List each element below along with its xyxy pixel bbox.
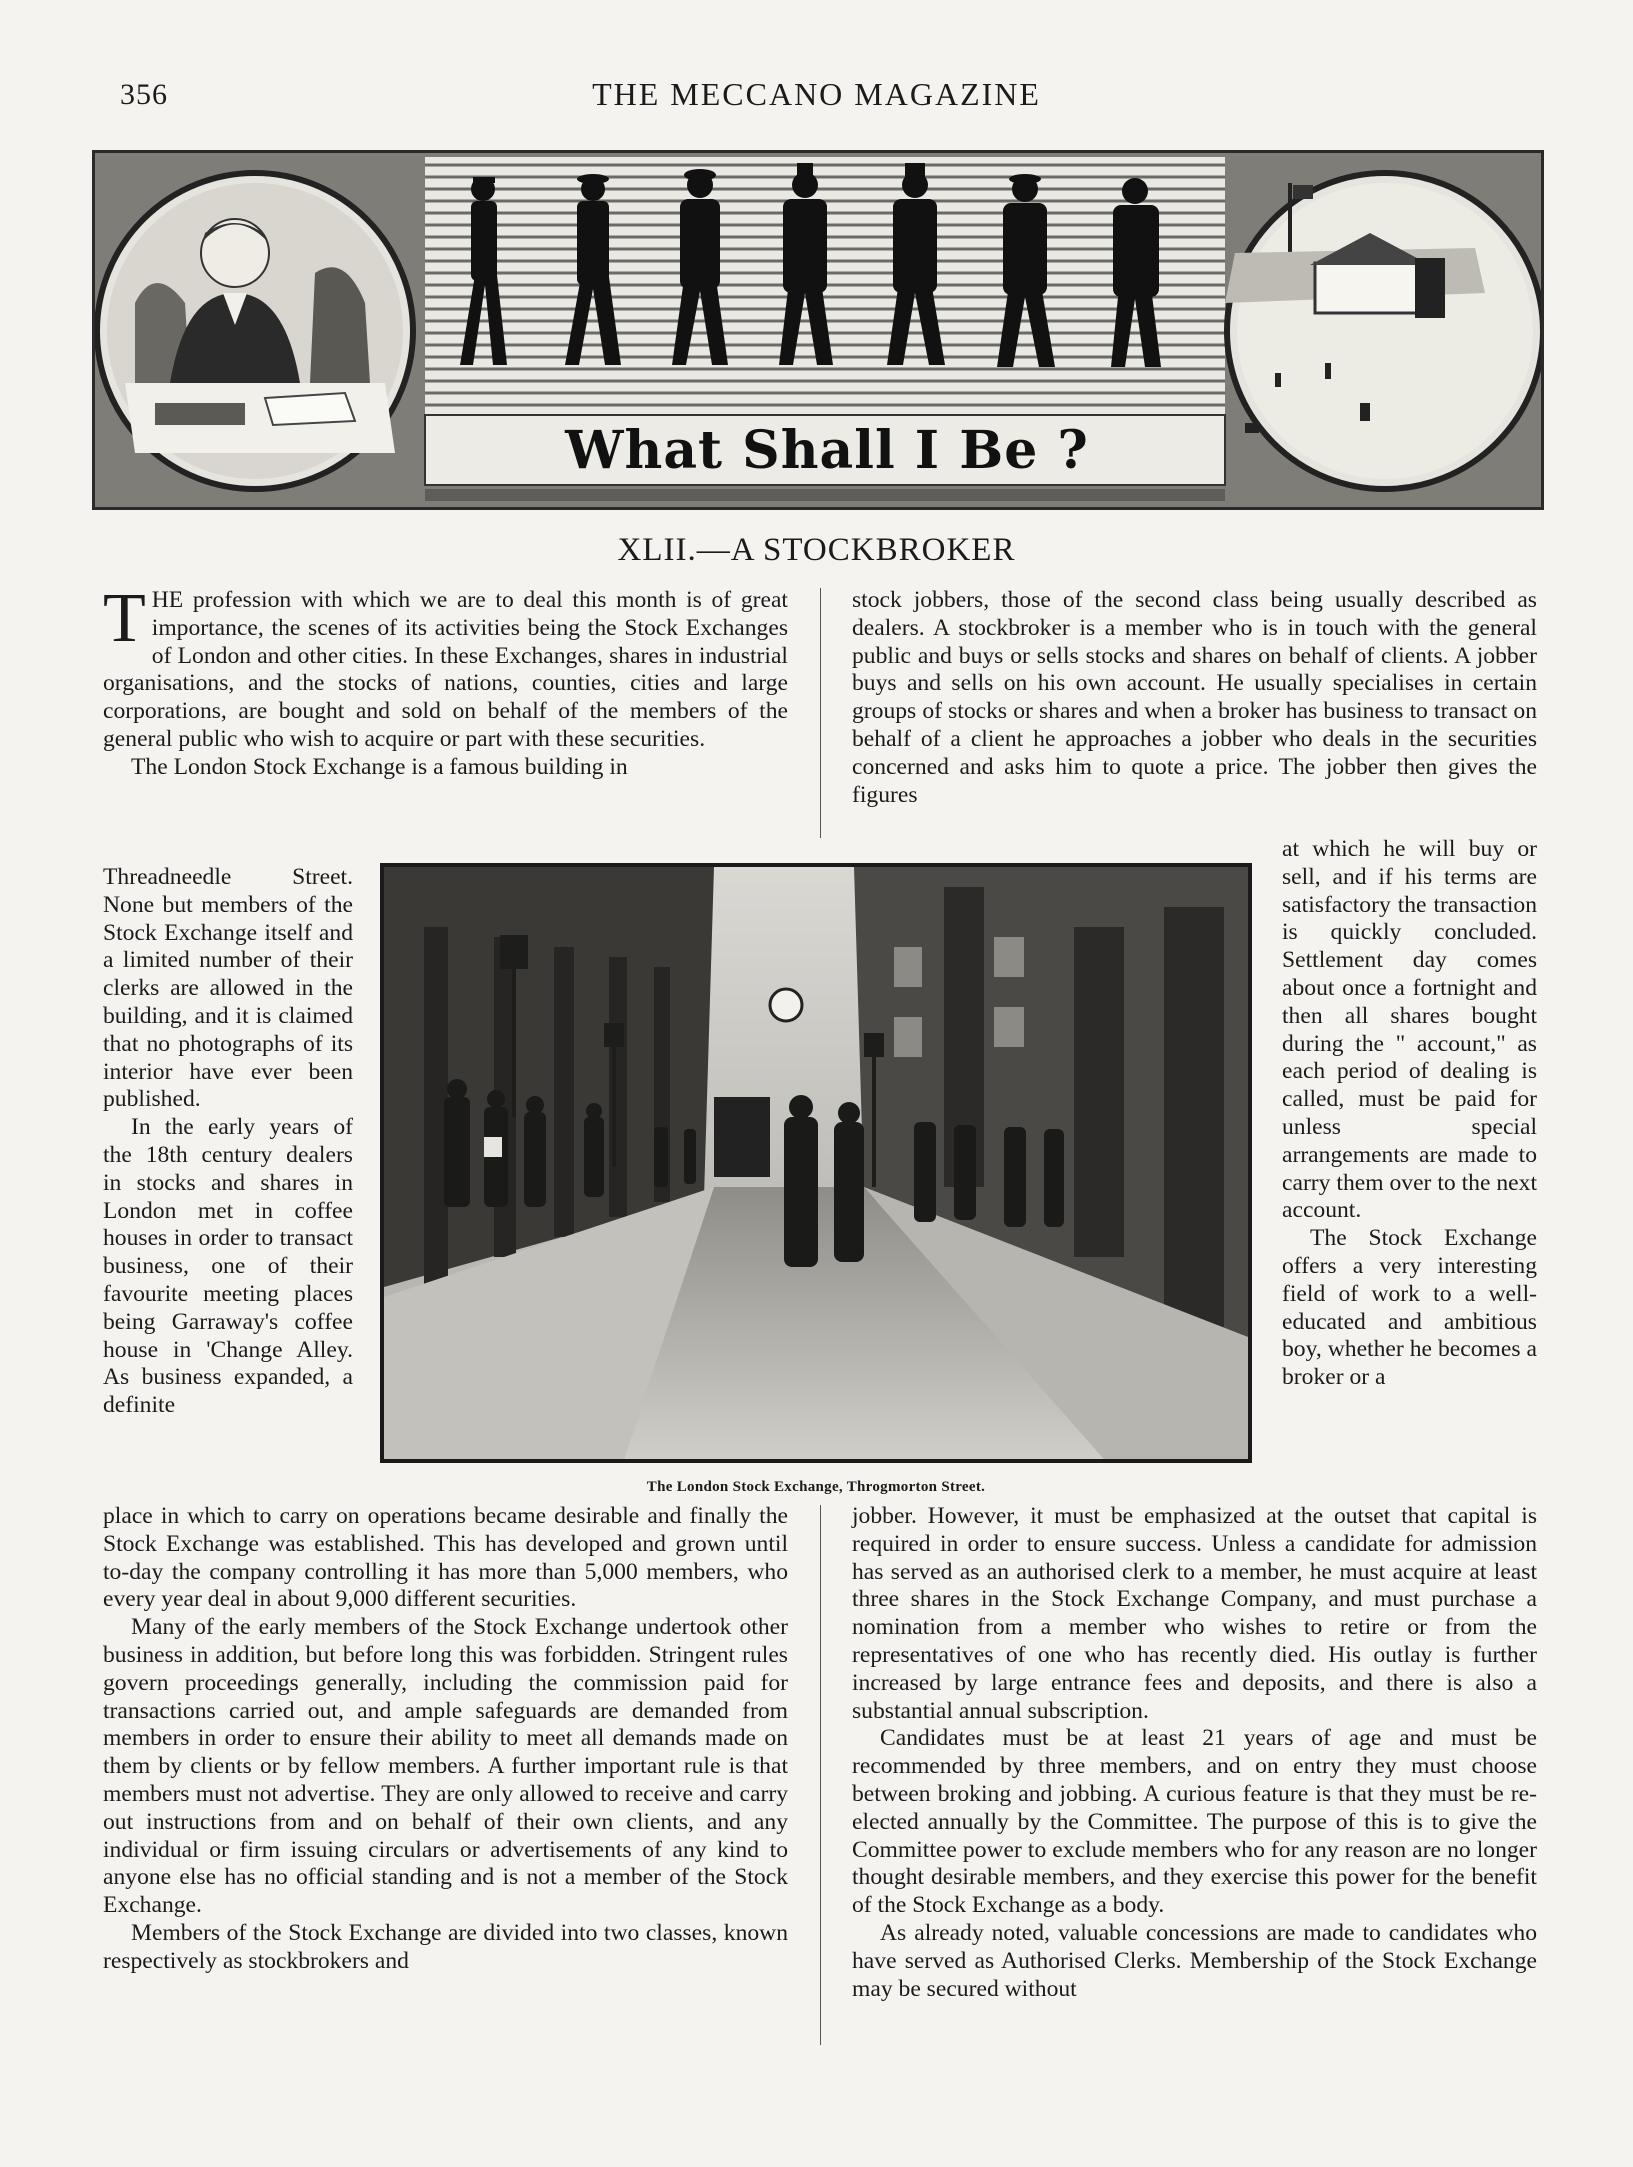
paragraph: As already noted, valuable concessions are made to candidates who have served as Authorised Clerks. Membership of the Stock Exchange may be secured without — [852, 1919, 1537, 2002]
left-column-top — [103, 580, 788, 782]
paragraph: Threadneedle Street. None but members of the Stock Exchange itself and a limited number of their clerks are allowed in the building, and it is claimed that no photographs of its interior have ever been published. — [103, 864, 353, 1113]
drop-cap: T — [103, 580, 146, 657]
running-head: THE MECCANO MAGAZINE — [592, 76, 1041, 112]
paragraph: at which he will buy or sell, and if his terms are satisfactory the transaction is quickly concluded. Settlement day comes about once a fortnight and then all shares bought during the " account," as each period of dealing is called, must be paid for unless special arrangements are made to carry them over to the next account. — [1282, 836, 1537, 1224]
right-roundel — [1225, 173, 1541, 489]
right-column-top — [852, 587, 1537, 809]
banner-title: What Shall I Be ? — [565, 419, 1089, 481]
article-title: XLII.—A STOCKBROKER — [617, 532, 1016, 568]
left-column-narrow — [103, 864, 353, 1420]
paragraph: The London Stock Exchange is a famous building in — [131, 753, 628, 780]
page-number: 356 — [120, 78, 168, 111]
paragraph: Members of the Stock Exchange are divided into two classes, known respectively as stockbrokers and — [103, 1919, 788, 1974]
paragraph: Many of the early members of the Stock Exchange undertook other business in addition, but before long this was forbidden. Stringent rules govern proceedings generally, including the commission paid for transactions carried out, and ample safeguards are demanded from members in order to ensure their ability to meet all demands made on them by clients or by fellow members. A further important rule is that members must not advertise. They are only allowed to receive and carry out instructions from and on behalf of their own clients, and any individual or firm issuing circulars or advertisements of any kind to anyone else has no official standing and is not a member of the Stock Exchange. — [103, 1614, 788, 1919]
left-roundel — [97, 173, 413, 489]
photo-caption: The London Stock Exchange, Throgmorton Street. — [646, 1479, 986, 1495]
street-photograph — [380, 863, 1252, 1463]
paragraph: jobber. However, it must be emphasized at the outset that capital is required in order to ensure success. Unless a candidate for admission has served as an authorised clerk to a member, he must acquire at least three shares in the Stock Exchange Company, and must purchase a nomination from a member who wishes to retire or from the representatives of one who has recently died. His outlay is further increased by large entrance fees and deposits, and there is also a substantial annual subscription. — [852, 1503, 1537, 1724]
paragraph: Candidates must be at least 21 years of age and must be recommended by three members, and on entry they must choose between broking and jobbing. A curious feature is that they must be re-elected annually by the Committee. The purpose of this is to give the Committee power to exclude members who for any reason are no longer thought desirable members, and they exercise this power for the benefit of the Stock Exchange as a body. — [852, 1725, 1537, 1919]
right-column-bottom — [852, 1503, 1537, 2003]
column-rule — [820, 1505, 821, 2045]
column-rule — [820, 588, 821, 838]
right-column-narrow — [1282, 836, 1537, 1392]
paragraph — [103, 580, 788, 754]
paragraph: stock jobbers, those of the second class being usually described as dealers. A stockbroker is a member who is in touch with the general public and buys or sells stocks and shares on behalf of clients. A jobber buys and sells on his own account. He usually specialises in certain groups of stocks or shares and when a broker has business to transact on behalf of a client he approaches a jobber who deals in the securities concerned and asks him to quote a price. The jobber then gives the figures — [852, 587, 1537, 808]
left-column-bottom — [103, 1503, 788, 1976]
paragraph: The Stock Exchange offers a very interesting field of work to a well-educated and ambitious boy, whether he becomes a broker or a — [1282, 1225, 1537, 1391]
paragraph: place in which to carry on operations became desirable and finally the Stock Exchange was established. This has developed and grown until to-day the company controlling it has more than 5,000 members, who every year deal in about 9,000 different securities. — [103, 1503, 788, 1613]
paragraph-text: HE profession with which we are to deal this month is of great importance, the scenes of its activities being the Stock Exchanges of London and other cities. In these Exchanges, shares in industrial organisations, and the stocks of nations, counties, cities and large corporations, are bought and sold on behalf of the members of the general public who wish to acquire or part with these securities. — [103, 587, 788, 752]
photo-artwork — [384, 867, 1248, 1459]
banner-illustration — [92, 150, 1544, 510]
paragraph: In the early years of the 18th century dealers in stocks and shares in London met in coffee houses in order to transact business, one of their favourite meeting places being Garraway's coffee house in 'Change Alley. As business expanded, a definite — [103, 1114, 353, 1419]
